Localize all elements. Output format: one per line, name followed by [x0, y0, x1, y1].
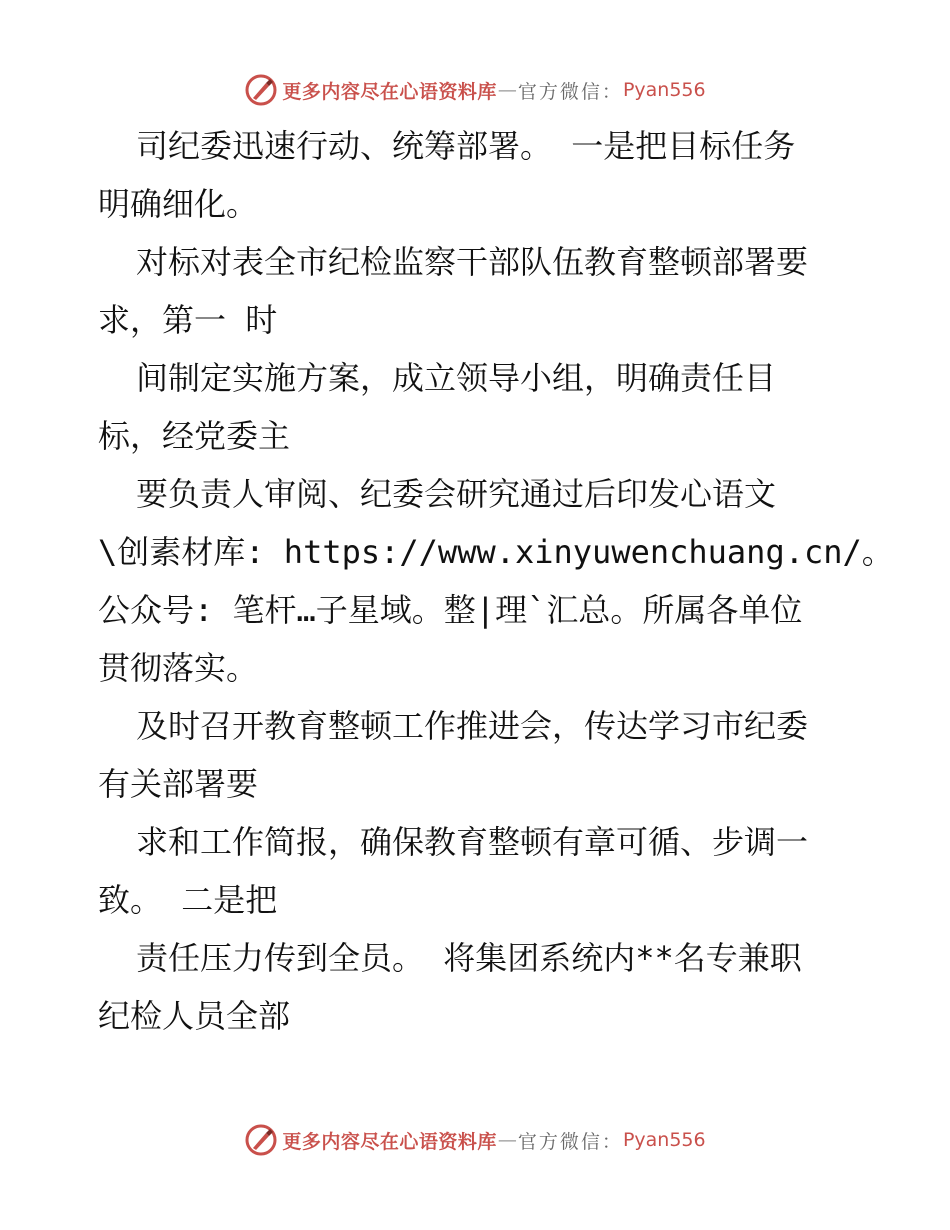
body-line: 致。 二是把 [98, 881, 278, 919]
banner-dash: — [497, 1129, 517, 1151]
pen-logo-icon [244, 1123, 278, 1157]
footer-watermark-banner [0, 1120, 950, 1160]
body-line: 明确细化。 [98, 185, 259, 223]
body-line: 要负责人审阅、纪委会研究通过后印发心语文 [136, 475, 777, 513]
body-line: 责任压力传到全员。 将集团系统内**名专兼职 [136, 939, 802, 977]
banner-label: 官方微信： [517, 80, 623, 103]
banner-site-text: 更多内容尽在心语资料库 [282, 1130, 497, 1153]
body-line: 贯彻落实。 [98, 649, 259, 687]
header-watermark-banner [0, 70, 950, 110]
body-line: 对标对表全市纪检监察干部队伍教育整顿部署要 [136, 243, 809, 281]
banner-label: 官方微信： [517, 1130, 623, 1153]
banner-handle: Pyan556 [622, 1129, 706, 1151]
body-line: 有关部署要 [98, 765, 259, 803]
body-line: 及时召开教育整顿工作推进会，传达学习市纪委 [136, 707, 809, 745]
body-line: 求和工作简报，确保教育整顿有章可循、步调一 [136, 823, 809, 861]
pen-logo-icon [244, 73, 278, 107]
body-line: 纪检人员全部 [98, 997, 291, 1035]
body-line: 求，第一 时 [98, 301, 278, 339]
banner-dash: — [497, 79, 517, 101]
banner-handle: Pyan556 [622, 79, 706, 101]
body-line: 公众号: 笔杆…子星域。整|理`汇总。所属各单位 [98, 591, 803, 629]
body-line: \创素材库: https://www.xinyuwenchuang.cn/。 [98, 533, 894, 571]
body-line: 标，经党委主 [98, 417, 291, 455]
body-line: 司纪委迅速行动、统筹部署。 一是把目标任务 [136, 127, 796, 165]
banner-site-text: 更多内容尽在心语资料库 [282, 80, 497, 103]
body-line: 间制定实施方案，成立领导小组，明确责任目 [136, 359, 777, 397]
